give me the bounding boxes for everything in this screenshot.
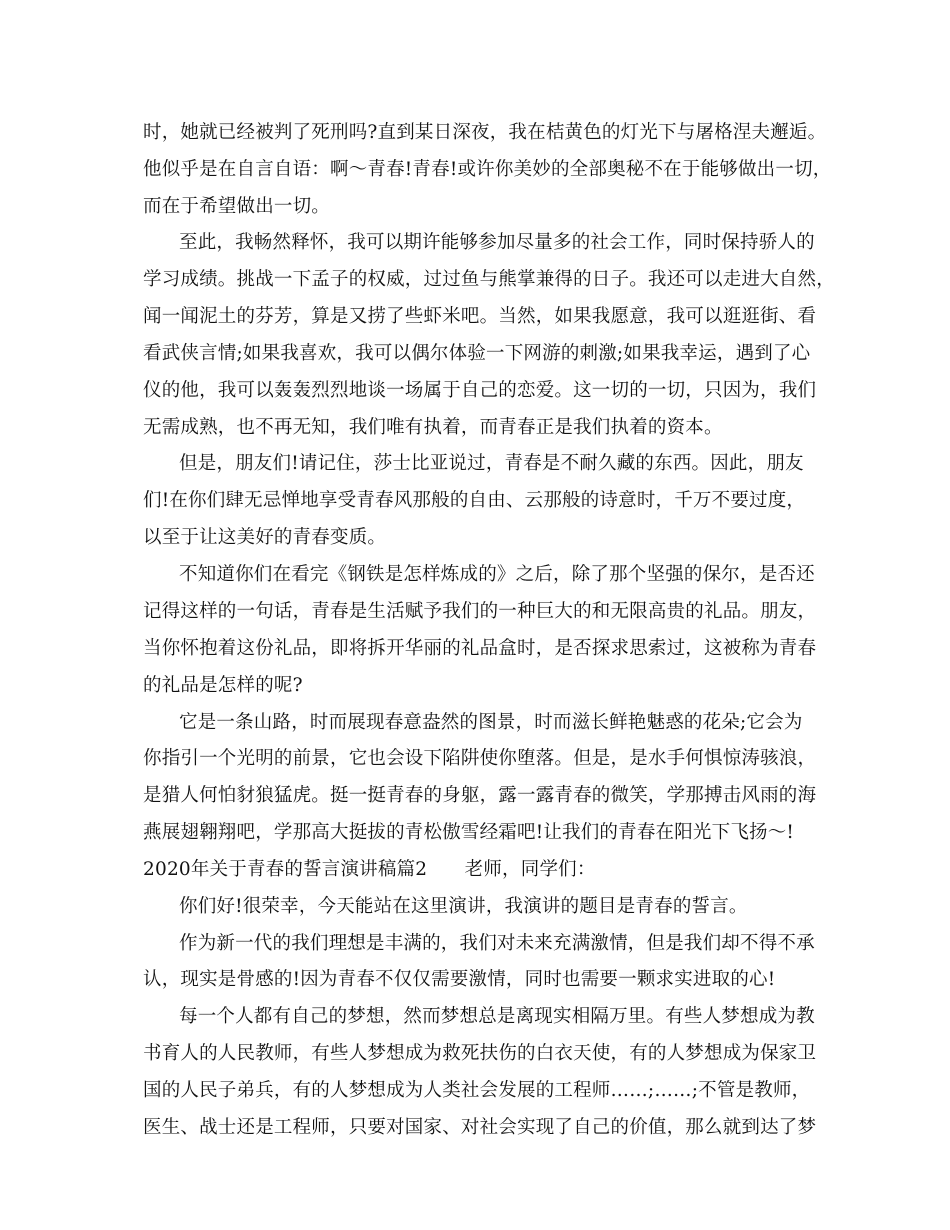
text-line: 燕展翅翱翔吧，学那高大挺拔的青松傲雪经霜吧!让我们的青春在阳光下飞扬～!	[143, 822, 795, 843]
paragraph-first-line: 每一个人都有自己的梦想，然而梦想总是离现实相隔万里。有些人梦想成为教	[179, 1006, 815, 1027]
paragraph-first-line: 不知道你们在看完《钢铁是怎样炼成的》之后，除了那个坚强的保尔，是否还	[179, 564, 815, 585]
text-line: 认，现实是骨感的!因为青春不仅仅需要激情，同时也需要一颗求实进取的心!	[143, 969, 776, 990]
text-line: 他似乎是在自言自语：啊～青春!青春!或许你美妙的全部奥秘不在于能够做出一切，	[143, 159, 832, 180]
paragraph-first-line: 它是一条山路，时而展现春意盎然的图景，时而滋长鲜艳魅惑的花朵;它会为	[179, 712, 803, 733]
text-line: 你指引一个光明的前景，它也会设下陷阱使你堕落。但是，是水手何惧惊涛骇浪，	[143, 748, 817, 769]
text-line: 仪的他，我可以轰轰烈烈地谈一场属于自己的恋爱。这一切的一切，只因为，我们	[143, 380, 817, 401]
paragraph-first-line: 但是，朋友们!请记住，莎士比亚说过，青春是不耐久藏的东西。因此，朋友	[179, 453, 804, 474]
text-line: 闻一闻泥土的芬芳，算是又捞了些虾米吧。当然，如果我愿意，我可以逛逛街、看	[143, 306, 817, 327]
text-line: 的礼品是怎样的呢?	[143, 675, 303, 696]
text-line: 无需成熟，也不再无知，我们唯有执着，而青春正是我们执着的资本。	[143, 417, 723, 438]
text-line: 记得这样的一句话，青春是生活赋予我们的一种巨大的和无限高贵的礼品。朋友，	[143, 601, 817, 622]
text-line: 时，她就已经被判了死刑吗?直到某日深夜，我在桔黄色的灯光下与屠格涅夫邂逅。	[143, 122, 827, 143]
text-line: 而在于希望做出一切。	[143, 196, 331, 217]
text-line: 看武侠言情;如果我喜欢，我可以偶尔体验一下网游的刺激;如果我幸运，遇到了心	[143, 343, 811, 364]
text-line: 以至于让这美好的青春变质。	[143, 527, 387, 548]
text-line: 当你怀抱着这份礼品，即将拆开华丽的礼品盒时，是否探求思索过，这被称为青春	[143, 638, 817, 659]
paragraph-first-line: 至此，我畅然释怀，我可以期许能够参加尽量多的社会工作，同时保持骄人的	[179, 232, 815, 253]
paragraph-first-line: 作为新一代的我们理想是丰满的，我们对未来充满激情，但是我们却不得不承	[179, 933, 815, 954]
text-line: 学习成绩。挑战一下孟子的权威，过过鱼与熊掌兼得的日子。我还可以走进大自然，	[143, 269, 835, 290]
text-line: 国的人民子弟兵，有的人梦想成为人类社会发展的工程师……;……;不管是教师，	[143, 1080, 811, 1101]
paragraph-first-line: 你们好!很荣幸，今天能站在这里演讲，我演讲的题目是青春的誓言。	[179, 896, 748, 917]
text-line: 医生、战士还是工程师，只要对国家、对社会实现了自己的价值，那么就到达了梦	[143, 1117, 817, 1138]
text-line: 是猎人何怕豺狼猛虎。挺一挺青春的身躯，露一露青春的微笑，学那搏击风雨的海	[143, 785, 817, 806]
section-heading-line: 2020年关于青春的誓言演讲稿篇2 老师，同学们：	[143, 859, 596, 880]
text-line: 们!在你们肆无忌惮地享受青春风那般的自由、云那般的诗意时，千万不要过度，	[143, 490, 806, 511]
text-line: 书育人的人民教师，有些人梦想成为救死扶伤的白衣天使，有的人梦想成为保家卫	[143, 1043, 817, 1064]
